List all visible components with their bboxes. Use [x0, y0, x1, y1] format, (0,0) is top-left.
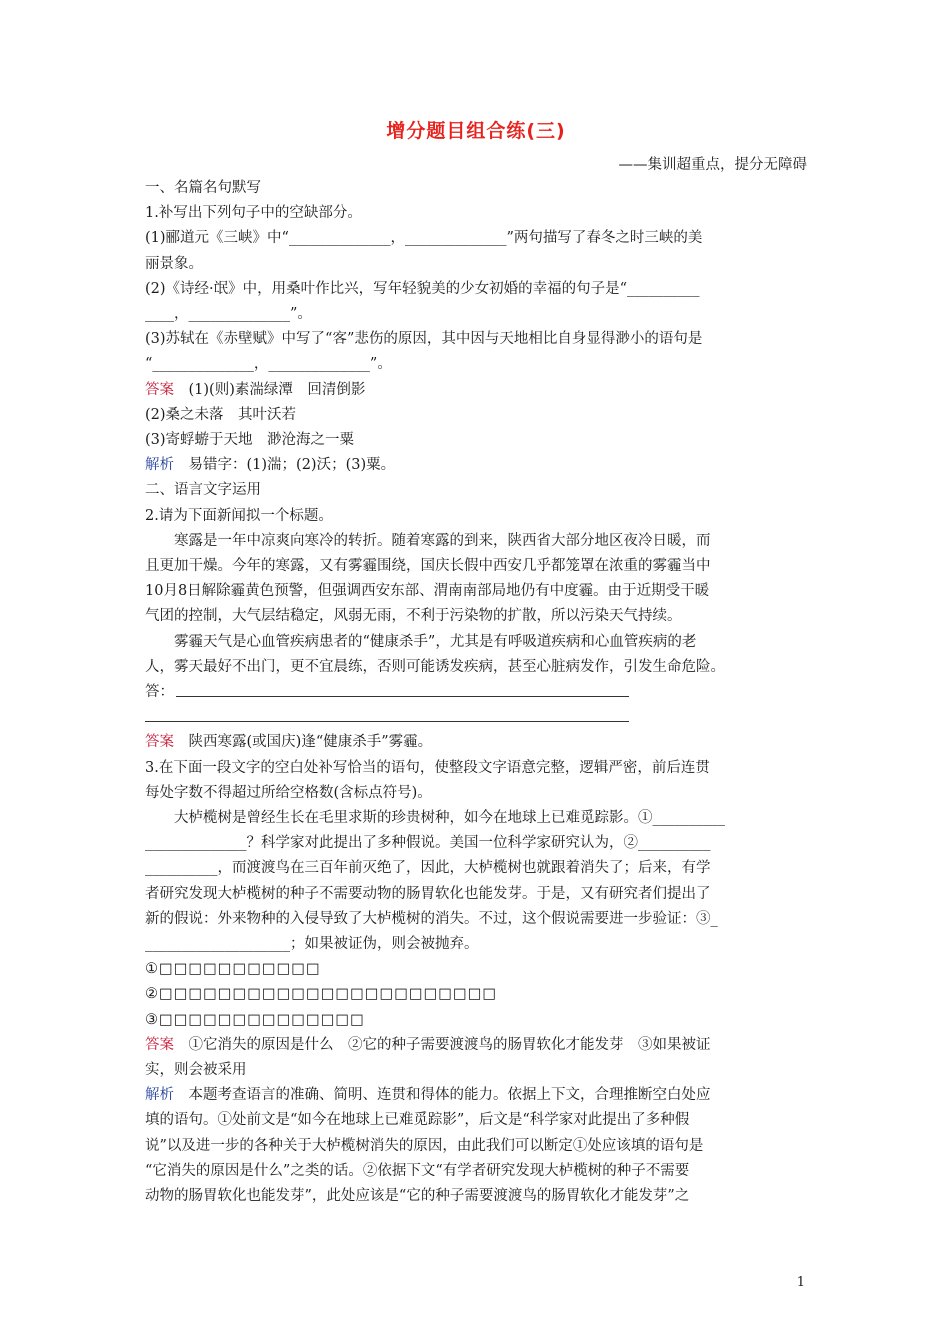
page-subtitle: ——集训超重点，提分无障碍	[618, 157, 807, 173]
analysis-label: 解析	[145, 1087, 174, 1104]
underline	[145, 696, 629, 697]
question-1-part-3: (3)苏轼在《赤壁赋》中写了“客”悲伤的原因，其中因与天地相比自身显得渺小的语句是	[145, 331, 703, 348]
question-1-part-3-cont: “______________，______________”。	[145, 356, 392, 373]
answer-label: 答案	[145, 381, 174, 398]
passage-line: 新的假说：外来物种的入侵导致了大栌榄树的消失。不过，这个假说需要进一步验证：③_	[145, 910, 718, 927]
section-heading: 一、名篇名句默写	[145, 180, 261, 196]
passage-line: __________，而渡渡鸟在三百年前灭绝了，因此，大栌榄树也就跟着消失了；后来，有学	[145, 860, 711, 877]
question-1-part-1: (1)郦道元《三峡》中“______________，______________”两句描写了春冬之时三峡的美	[145, 230, 703, 247]
question-2: 2.请为下面新闻拟一个标题。	[145, 507, 333, 524]
document-page	[145, 118, 807, 1209]
news-paragraph-line: 寒露是一年中凉爽向寒冷的转折。随着寒露的到来，陕西省大部分地区夜冷日暖，而	[174, 532, 711, 549]
section-heading: 二、语言文字运用	[145, 482, 261, 499]
answer-2	[145, 730, 807, 755]
answer-blank-line	[145, 680, 807, 705]
analysis-line: 说”以及进一步的各种关于大栌榄树消失的原因，由此我们可以断定①处应该填的语句是	[145, 1137, 704, 1154]
analysis-3	[145, 1083, 807, 1108]
analysis-line: “它消失的原因是什么”之类的话。②依据下文“有学者研究发现大栌榄树的种子不需要	[145, 1162, 690, 1179]
answer-box-row: ③□□□□□□□□□□□□□□	[145, 1011, 365, 1028]
passage-line: 大栌榄树是曾经生长在毛里求斯的珍贵树种，如今在地球上已难觅踪影。①__________	[174, 810, 725, 827]
news-paragraph-line: 10月8日解除霾黄色预警，但强调西安东部、渭南南部局地仍有中度霾。由于近期受干暖	[145, 583, 710, 600]
analysis-line: 填的语句。①处前文是“如今在地球上已难觅踪影”，后文是“科学家对此提出了多种假	[145, 1112, 690, 1129]
news-paragraph-line: 且更加干燥。今年的寒露，又有雾霾围绕，国庆长假中西安几乎都笼罩在浓重的雾霾当中	[145, 558, 711, 575]
question-1: 1.补写出下列句子中的空缺部分。	[145, 205, 362, 222]
page-number: 1	[796, 1275, 805, 1290]
answer-text: 陕西寒露(或国庆)逢“健康杀手”雾霾。	[174, 734, 433, 751]
passage-line: ______________？科学家对此提出了多种假说。美国一位科学家研究认为，②__________	[145, 835, 711, 852]
answer-blank-line	[145, 705, 807, 730]
answer-1	[145, 378, 807, 403]
answer-prompt: 答：	[145, 680, 176, 705]
underline	[145, 721, 629, 722]
analysis-line: 动物的肠胃软化也能发芽”，此处应该是“它的种子需要渡渡鸟的肠胃软化才能发芽”之	[145, 1188, 690, 1205]
analysis-label: 解析	[145, 457, 174, 474]
answer-box-row: ②□□□□□□□□□□□□□□□□□□□□□□□	[145, 986, 498, 1003]
analysis-1	[145, 453, 807, 478]
question-1-part-2: (2)《诗经·氓》中，用桑叶作比兴，写年轻貌美的少女初婚的幸福的句子是“__________	[145, 280, 700, 297]
news-paragraph-line: 气团的控制，大气层结稳定，风弱无雨，不利于污染物的扩散，所以污染天气持续。	[145, 608, 682, 625]
news-paragraph-line: 雾霾天气是心血管疾病患者的“健康杀手”，尤其是有呼吸道疾病和心血管疾病的老	[174, 633, 697, 650]
answer-1-line-3: (3)寄蜉蝣于天地 渺沧海之一粟	[145, 432, 355, 449]
analysis-text: 本题考查语言的准确、简明、连贯和得体的能力。依据上下文，合理推断空白处应	[174, 1087, 711, 1104]
page-title: 增分题目组合练(三)	[386, 120, 566, 142]
answer-text: ①它消失的原因是什么 ②它的种子需要渡渡鸟的肠胃软化才能发芽 ③如果被证	[174, 1036, 711, 1053]
answer-1-line-2: (2)桑之未落 其叶沃若	[145, 406, 297, 423]
answer-text: (1)(则)素湍绿潭 回清倒影	[174, 381, 366, 398]
answer-box-row: ①□□□□□□□□□□□	[145, 961, 321, 978]
answer-label: 答案	[145, 1036, 174, 1053]
question-3: 3.在下面一段文字的空白处补写恰当的语句，使整段文字语意完整，逻辑严密，前后连贯	[145, 759, 710, 776]
passage-line: ____________________；如果被证伪，则会被抛弃。	[145, 936, 479, 953]
analysis-text: 易错字：(1)湍；(2)沃；(3)粟。	[174, 457, 396, 474]
question-3-cont: 每处字数不得超过所给空格数(含标点符号)。	[145, 784, 432, 801]
passage-line: 者研究发现大栌榄树的种子不需要动物的肠胃软化也能发芽。于是，又有研究者们提出了	[145, 885, 711, 902]
answer-3-line-2: 实，则会被采用	[145, 1062, 247, 1079]
question-1-part-1-cont: 丽景象。	[145, 255, 203, 272]
question-1-part-2-cont: ____，______________”。	[145, 306, 312, 323]
answer-3	[145, 1033, 807, 1058]
news-paragraph-line: 人，雾天最好不出门，更不宜晨练，否则可能诱发疾病，甚至心脏病发作，引发生命危险。	[145, 658, 725, 675]
answer-label: 答案	[145, 734, 174, 751]
